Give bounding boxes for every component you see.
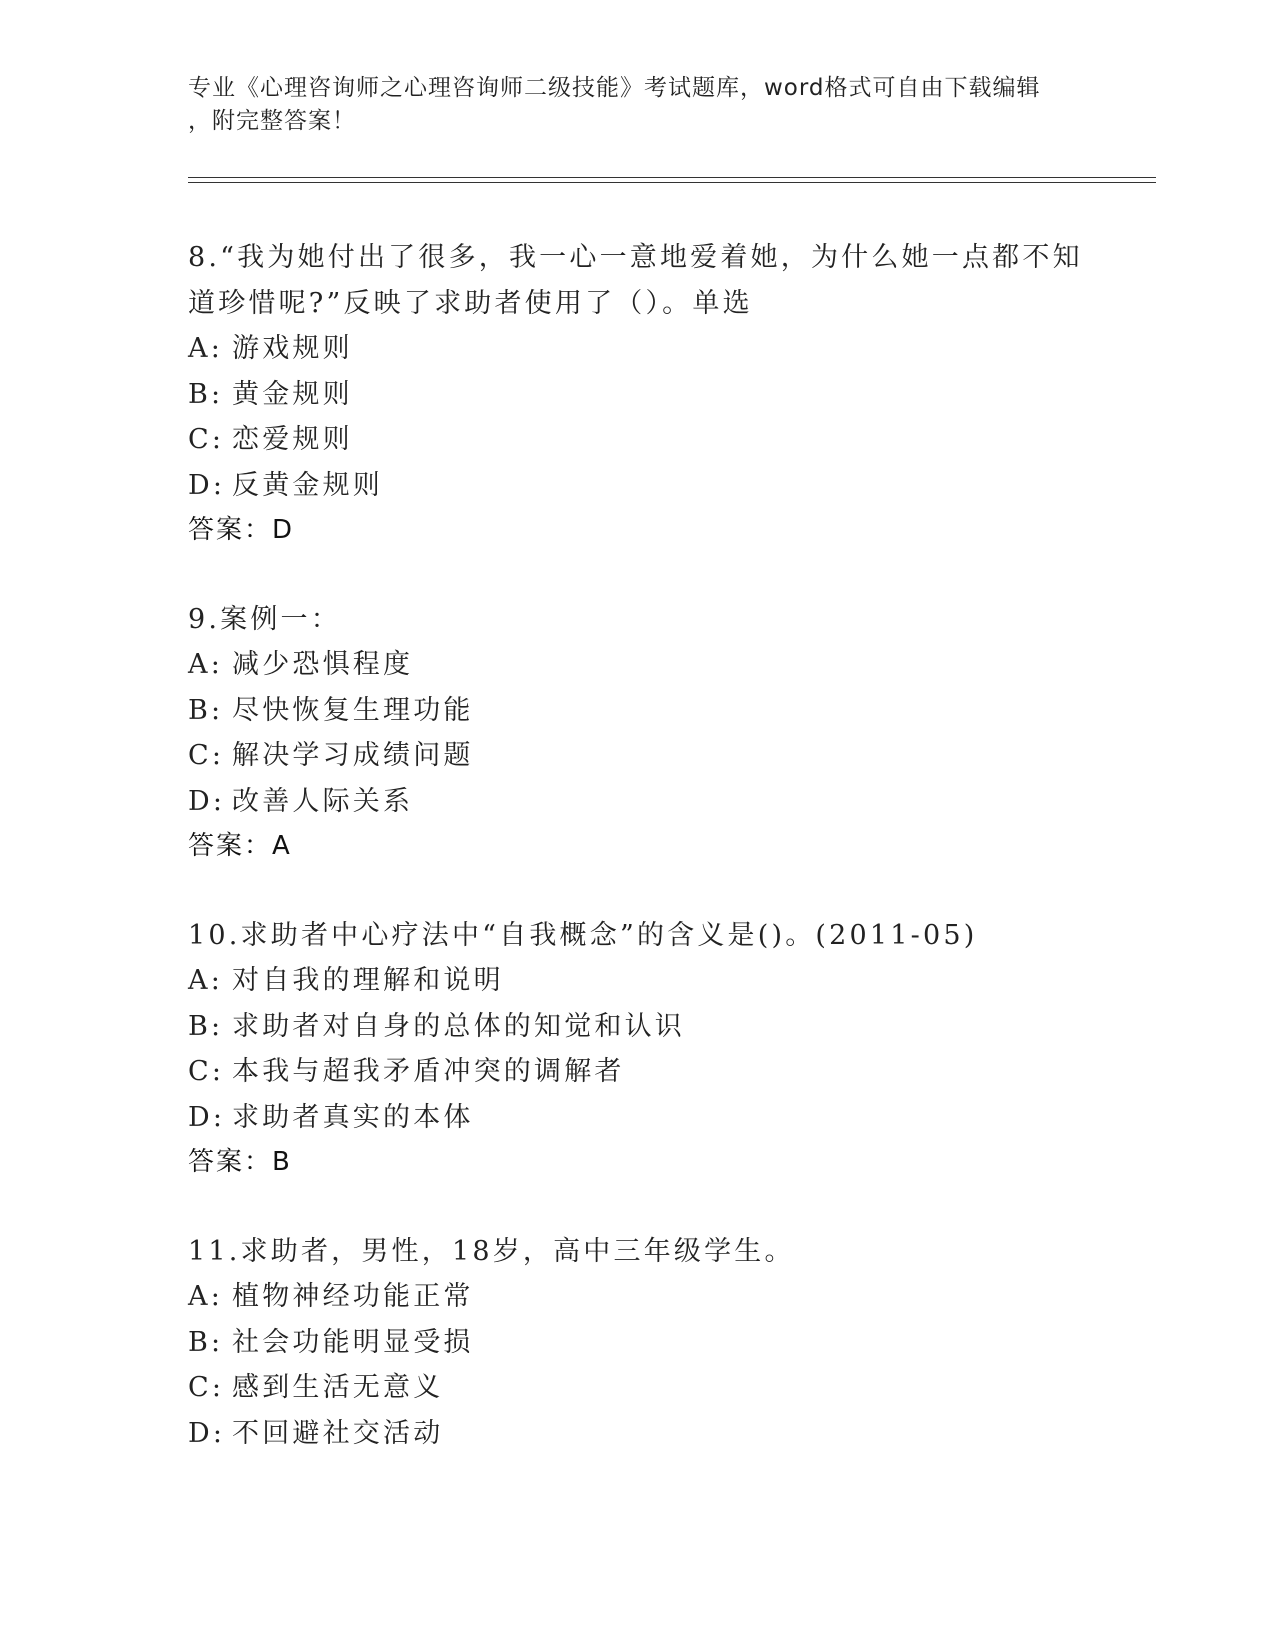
question-8-option-a [188, 326, 1148, 372]
option-letter: B: [188, 378, 224, 410]
header-divider-bottom [188, 182, 1156, 183]
question-10 [188, 913, 1148, 1186]
question-8-stem-line-2: 道珍惜呢?”反映了求助者使用了（）。单选 [188, 287, 753, 319]
option-text: 尽快恢复生理功能 [232, 694, 474, 726]
question-11-option-c [188, 1365, 1148, 1411]
option-letter: A: [188, 333, 223, 364]
question-10-option-b [188, 1004, 1148, 1050]
option-text: 黄金规则 [232, 378, 353, 410]
option-letter: A: [188, 1281, 223, 1312]
option-letter: C: [188, 1056, 225, 1087]
option-letter: D: [188, 785, 226, 817]
option-text: 社会功能明显受损 [232, 1326, 474, 1358]
option-letter: D: [188, 1101, 226, 1133]
question-8-answer: 答案：D [188, 515, 295, 545]
question-8-option-d [188, 463, 1148, 509]
option-text: 感到生活无意义 [232, 1372, 444, 1403]
option-text: 解决学习成绩问题 [232, 740, 474, 771]
question-9-option-c [188, 733, 1148, 779]
question-11-option-d [188, 1411, 1148, 1457]
question-8-stem-line-1: 8.“我为她付出了很多，我一心一意地爱着她，为什么她一点都不知 [188, 242, 1083, 273]
question-9-answer: 答案：A [188, 831, 292, 861]
question-11-stem-line-1: 11.求助者，男性，18岁，高中三年级学生。 [188, 1235, 795, 1267]
option-letter: C: [188, 1372, 225, 1403]
option-letter: B: [188, 1326, 224, 1358]
question-9-option-d [188, 779, 1148, 825]
option-text: 反黄金规则 [232, 469, 383, 501]
option-text: 游戏规则 [232, 333, 353, 364]
question-list [188, 235, 1148, 1499]
option-letter: A: [188, 649, 223, 680]
option-letter: D: [188, 469, 226, 501]
question-11-option-a [188, 1274, 1148, 1320]
question-9 [188, 597, 1148, 870]
document-header [188, 72, 1088, 138]
option-letter: A: [188, 965, 223, 996]
question-10-answer: 答案：B [188, 1147, 292, 1177]
question-9-option-b [188, 688, 1148, 734]
option-text: 本我与超我矛盾冲突的调解者 [232, 1056, 625, 1087]
option-text: 对自我的理解和说明 [232, 965, 504, 996]
option-letter: C: [188, 424, 225, 455]
option-letter: D: [188, 1417, 226, 1449]
question-8 [188, 235, 1148, 554]
question-8-option-c [188, 417, 1148, 463]
question-11 [188, 1229, 1148, 1457]
option-text: 减少恐惧程度 [232, 649, 414, 680]
question-10-option-a [188, 958, 1148, 1004]
option-text: 不回避社交活动 [232, 1417, 444, 1449]
option-text: 恋爱规则 [232, 424, 353, 455]
question-10-stem-line-1: 10.求助者中心疗法中“自我概念”的含义是()。(2011-05) [188, 919, 978, 951]
header-divider-top [188, 177, 1156, 178]
question-11-option-b [188, 1320, 1148, 1366]
option-text: 改善人际关系 [232, 785, 414, 817]
option-text: 求助者真实的本体 [232, 1101, 474, 1133]
header-line-1: 专业《心理咨询师之心理咨询师二级技能》考试题库，word格式可自由下载编辑 [188, 75, 1041, 101]
header-line-2: ，附完整答案！ [188, 108, 356, 134]
question-10-option-d [188, 1095, 1148, 1141]
option-letter: B: [188, 694, 224, 726]
question-9-stem-line-1: 9.案例一： [188, 603, 341, 635]
option-letter: B: [188, 1010, 224, 1042]
option-text: 植物神经功能正常 [232, 1281, 474, 1312]
question-8-option-b [188, 372, 1148, 418]
question-10-option-c [188, 1049, 1148, 1095]
option-text: 求助者对自身的总体的知觉和认识 [232, 1010, 685, 1042]
option-letter: C: [188, 740, 225, 771]
question-9-option-a [188, 642, 1148, 688]
